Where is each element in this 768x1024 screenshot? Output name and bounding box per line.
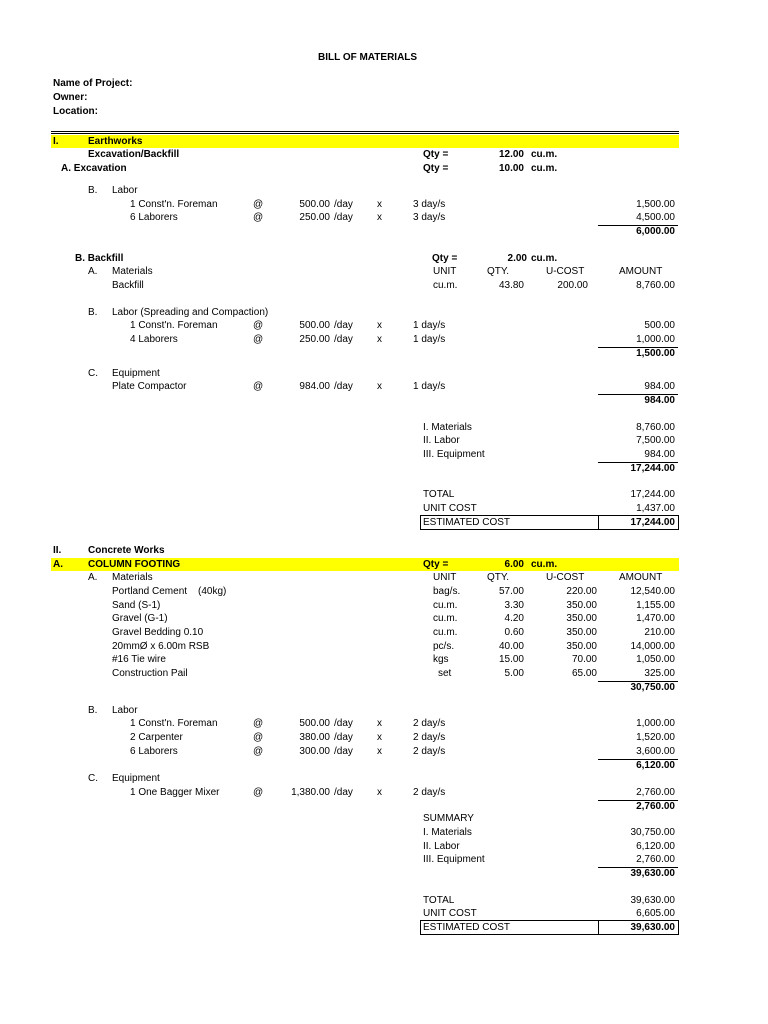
project-name-label: Name of Project: bbox=[53, 78, 133, 89]
col-header-unit: UNIT bbox=[433, 572, 457, 583]
material-unit: kgs bbox=[433, 654, 449, 665]
labor-item: 2 Carpenter bbox=[130, 732, 183, 743]
unit-cost-label: UNIT COST bbox=[423, 503, 477, 514]
summary-value: 6,120.00 bbox=[636, 841, 675, 852]
col-header-amount: AMOUNT bbox=[619, 266, 663, 277]
item-title: Labor bbox=[112, 705, 138, 716]
material-ucost: 350.00 bbox=[566, 627, 597, 638]
days: 2 day/s bbox=[413, 732, 446, 743]
material-amount: 1,470.00 bbox=[636, 613, 675, 624]
times: x bbox=[377, 334, 382, 345]
days: 2 day/s bbox=[413, 718, 446, 729]
subtotal: 6,120.00 bbox=[636, 760, 675, 771]
amount: 2,760.00 bbox=[636, 787, 675, 798]
item-letter: A. bbox=[88, 572, 98, 583]
per-day: /day bbox=[334, 334, 353, 345]
days: 1 day/s bbox=[413, 334, 446, 345]
days: 1 day/s bbox=[413, 320, 446, 331]
equipment-item: 1 One Bagger Mixer bbox=[130, 787, 220, 798]
summary-value: 2,760.00 bbox=[636, 854, 675, 865]
material-note: (40kg) bbox=[198, 586, 227, 597]
rate: 984.00 bbox=[299, 381, 330, 392]
unit-cost-value: 1,437.00 bbox=[636, 503, 675, 514]
total-value: 39,630.00 bbox=[630, 895, 675, 906]
total-label: TOTAL bbox=[423, 895, 455, 906]
item-title: Labor (Spreading and Compaction) bbox=[112, 307, 269, 318]
material-unit: cu.m. bbox=[433, 627, 458, 638]
subtotal: 1,500.00 bbox=[636, 348, 675, 359]
qty-label: Qty = bbox=[423, 163, 449, 174]
per-day: /day bbox=[334, 320, 353, 331]
subsection-title: A. Excavation bbox=[61, 163, 127, 174]
subsection-title: B. Backfill bbox=[75, 253, 124, 264]
material-ucost: 350.00 bbox=[566, 613, 597, 624]
summary-total: 39,630.00 bbox=[630, 868, 675, 879]
amount: 984.00 bbox=[644, 381, 675, 392]
material-item: Gravel (G-1) bbox=[112, 613, 168, 624]
per-day: /day bbox=[334, 718, 353, 729]
summary-label: III. Equipment bbox=[423, 854, 485, 865]
amount: 1,520.00 bbox=[636, 732, 675, 743]
per-day: /day bbox=[334, 746, 353, 757]
col-header-amount: AMOUNT bbox=[619, 572, 663, 583]
total-label: TOTAL bbox=[423, 489, 455, 500]
at-sign: @ bbox=[253, 212, 264, 223]
days: 1 day/s bbox=[413, 381, 446, 392]
qty-unit: cu.m. bbox=[531, 163, 558, 174]
section-highlight bbox=[51, 135, 679, 148]
material-amount: 14,000.00 bbox=[630, 641, 675, 652]
at-sign: @ bbox=[253, 320, 264, 331]
labor-item: 1 Const'n. Foreman bbox=[130, 320, 218, 331]
times: x bbox=[377, 320, 382, 331]
times: x bbox=[377, 718, 382, 729]
material-unit: cu.m. bbox=[433, 280, 458, 291]
material-qty: 3.30 bbox=[504, 600, 524, 611]
days: 3 day/s bbox=[413, 212, 446, 223]
summary-total: 17,244.00 bbox=[630, 463, 675, 474]
col-header-ucost: U-COST bbox=[546, 266, 585, 277]
summary-label: III. Equipment bbox=[423, 449, 485, 460]
qty-value: 2.00 bbox=[507, 253, 527, 264]
material-ucost: 200.00 bbox=[557, 280, 588, 291]
material-amount: 12,540.00 bbox=[630, 586, 675, 597]
item-letter: C. bbox=[88, 773, 98, 784]
summary-label: I. Materials bbox=[423, 827, 472, 838]
item-title: Labor bbox=[112, 185, 138, 196]
subtotal: 6,000.00 bbox=[636, 226, 675, 237]
qty-unit: cu.m. bbox=[531, 149, 558, 160]
material-item: Portland Cement bbox=[112, 586, 188, 597]
section-divider bbox=[51, 131, 679, 132]
amount: 1,500.00 bbox=[636, 199, 675, 210]
unit-cost-label: UNIT COST bbox=[423, 908, 477, 919]
labor-item: 4 Laborers bbox=[130, 334, 178, 345]
labor-item: 1 Const'n. Foreman bbox=[130, 199, 218, 210]
material-unit: bag/s. bbox=[433, 586, 461, 597]
qty-value: 10.00 bbox=[498, 163, 524, 174]
col-header-qty: QTY. bbox=[487, 572, 510, 583]
subsection-number: A. bbox=[53, 559, 63, 570]
times: x bbox=[377, 787, 382, 798]
rate: 500.00 bbox=[299, 718, 330, 729]
rate: 300.00 bbox=[299, 746, 330, 757]
subtotal: 984.00 bbox=[644, 395, 675, 406]
per-day: /day bbox=[334, 381, 353, 392]
col-header-ucost: U-COST bbox=[546, 572, 585, 583]
material-ucost: 220.00 bbox=[566, 586, 597, 597]
per-day: /day bbox=[334, 212, 353, 223]
item-letter: A. bbox=[88, 266, 98, 277]
section-number: I. bbox=[53, 136, 59, 147]
material-item: Gravel Bedding 0.10 bbox=[112, 627, 204, 638]
amount: 1,000.00 bbox=[636, 334, 675, 345]
item-title: Materials bbox=[112, 572, 153, 583]
subsection-title: Excavation/Backfill bbox=[88, 149, 180, 160]
material-unit: pc/s. bbox=[433, 641, 455, 652]
material-qty: 43.80 bbox=[498, 280, 524, 291]
material-item: Construction Pail bbox=[112, 668, 188, 679]
material-qty: 0.60 bbox=[504, 627, 524, 638]
at-sign: @ bbox=[253, 381, 264, 392]
material-amount: 1,155.00 bbox=[636, 600, 675, 611]
material-ucost: 70.00 bbox=[571, 654, 597, 665]
qty-value: 6.00 bbox=[504, 559, 524, 570]
amount: 500.00 bbox=[644, 320, 675, 331]
rate: 380.00 bbox=[299, 732, 330, 743]
at-sign: @ bbox=[253, 199, 264, 210]
amount: 1,000.00 bbox=[636, 718, 675, 729]
material-item: #16 Tie wire bbox=[112, 654, 166, 665]
material-qty: 5.00 bbox=[504, 668, 524, 679]
unit-cost-value: 6,605.00 bbox=[636, 908, 675, 919]
material-ucost: 65.00 bbox=[571, 668, 597, 679]
equipment-item: Plate Compactor bbox=[112, 381, 187, 392]
times: x bbox=[377, 212, 382, 223]
material-ucost: 350.00 bbox=[566, 600, 597, 611]
days: 2 day/s bbox=[413, 787, 446, 798]
estimated-cost-value: 17,244.00 bbox=[630, 517, 675, 528]
col-header-qty: QTY. bbox=[487, 266, 510, 277]
material-ucost: 350.00 bbox=[566, 641, 597, 652]
summary-value: 30,750.00 bbox=[630, 827, 675, 838]
times: x bbox=[377, 381, 382, 392]
material-item: Backfill bbox=[112, 280, 144, 291]
times: x bbox=[377, 199, 382, 210]
per-day: /day bbox=[334, 199, 353, 210]
per-day: /day bbox=[334, 787, 353, 798]
section-number: II. bbox=[53, 545, 62, 556]
summary-heading: SUMMARY bbox=[423, 813, 474, 824]
item-letter: B. bbox=[88, 705, 98, 716]
material-qty: 40.00 bbox=[498, 641, 524, 652]
summary-label: I. Materials bbox=[423, 422, 472, 433]
section-divider bbox=[51, 133, 679, 134]
item-letter: B. bbox=[88, 185, 98, 196]
section-title: Concrete Works bbox=[88, 545, 165, 556]
times: x bbox=[377, 732, 382, 743]
amount: 4,500.00 bbox=[636, 212, 675, 223]
at-sign: @ bbox=[253, 718, 264, 729]
material-item: Sand (S-1) bbox=[112, 600, 161, 611]
material-unit: cu.m. bbox=[433, 613, 458, 624]
subtotal: 2,760.00 bbox=[636, 801, 675, 812]
material-qty: 57.00 bbox=[498, 586, 524, 597]
qty-value: 12.00 bbox=[498, 149, 524, 160]
material-amount: 325.00 bbox=[644, 668, 675, 679]
item-title: Equipment bbox=[112, 773, 160, 784]
labor-item: 6 Laborers bbox=[130, 746, 178, 757]
at-sign: @ bbox=[253, 732, 264, 743]
item-title: Equipment bbox=[112, 368, 160, 379]
total-value: 17,244.00 bbox=[630, 489, 675, 500]
estimated-cost-label: ESTIMATED COST bbox=[423, 517, 511, 528]
material-amount: 210.00 bbox=[644, 627, 675, 638]
location-label: Location: bbox=[53, 106, 98, 117]
material-unit: set bbox=[438, 668, 452, 679]
summary-value: 8,760.00 bbox=[636, 422, 675, 433]
rate: 1,380.00 bbox=[291, 787, 330, 798]
summary-value: 984.00 bbox=[644, 449, 675, 460]
material-qty: 15.00 bbox=[498, 654, 524, 665]
days: 2 day/s bbox=[413, 746, 446, 757]
subsection-title: COLUMN FOOTING bbox=[88, 559, 181, 570]
at-sign: @ bbox=[253, 787, 264, 798]
material-unit: cu.m. bbox=[433, 600, 458, 611]
item-letter: B. bbox=[88, 307, 98, 318]
labor-item: 6 Laborers bbox=[130, 212, 178, 223]
item-letter: C. bbox=[88, 368, 98, 379]
per-day: /day bbox=[334, 732, 353, 743]
owner-label: Owner: bbox=[53, 92, 88, 103]
item-title: Materials bbox=[112, 266, 153, 277]
qty-label: Qty = bbox=[423, 559, 449, 570]
qty-label: Qty = bbox=[432, 253, 458, 264]
subtotal: 30,750.00 bbox=[630, 682, 675, 693]
summary-value: 7,500.00 bbox=[636, 435, 675, 446]
days: 3 day/s bbox=[413, 199, 446, 210]
labor-item: 1 Const'n. Foreman bbox=[130, 718, 218, 729]
summary-label: II. Labor bbox=[423, 435, 460, 446]
qty-unit: cu.m. bbox=[531, 559, 558, 570]
rate: 500.00 bbox=[299, 199, 330, 210]
section-title: Earthworks bbox=[88, 136, 143, 147]
at-sign: @ bbox=[253, 746, 264, 757]
rate: 250.00 bbox=[299, 334, 330, 345]
col-header-unit: UNIT bbox=[433, 266, 457, 277]
amount: 3,600.00 bbox=[636, 746, 675, 757]
estimated-cost-value: 39,630.00 bbox=[630, 922, 675, 933]
rate: 250.00 bbox=[299, 212, 330, 223]
rate: 500.00 bbox=[299, 320, 330, 331]
page-title: BILL OF MATERIALS bbox=[318, 52, 418, 63]
material-amount: 8,760.00 bbox=[636, 280, 675, 291]
at-sign: @ bbox=[253, 334, 264, 345]
qty-label: Qty = bbox=[423, 149, 449, 160]
estimated-cost-label: ESTIMATED COST bbox=[423, 922, 511, 933]
material-qty: 4.20 bbox=[504, 613, 524, 624]
material-amount: 1,050.00 bbox=[636, 654, 675, 665]
qty-unit: cu.m. bbox=[531, 253, 558, 264]
times: x bbox=[377, 746, 382, 757]
summary-label: II. Labor bbox=[423, 841, 460, 852]
material-item: 20mmØ x 6.00m RSB bbox=[112, 641, 210, 652]
